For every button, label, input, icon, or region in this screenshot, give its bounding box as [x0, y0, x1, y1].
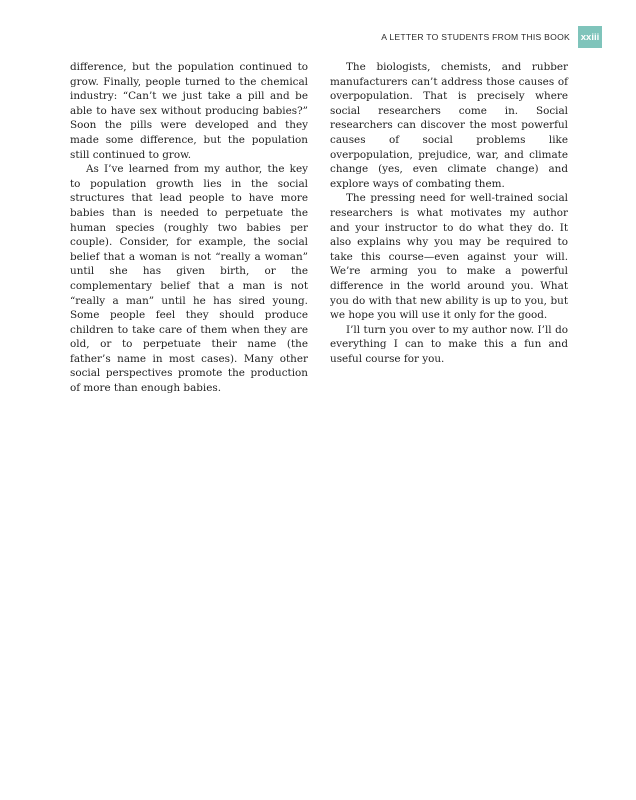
- running-header: [381, 26, 602, 48]
- paragraph: The pressing need for well-trained social researchers is what motivates my author and your instructor to do what they do. It also explains why you may be required to take this course—even against your will. We’re arming you to make a powerful difference in the world around you. What you do with that new ability is up to you, but we hope you will use it only for the good.: [330, 192, 568, 322]
- running-title: A LETTER TO STUDENTS FROM THIS BOOK: [381, 32, 570, 42]
- paragraph: I’ll turn you over to my author now. I’ll do everything I can to make this a fun and useful course for you.: [330, 323, 568, 365]
- paragraph: As I’ve learned from my author, the key to population growth lies in the social structures that lead people to have more babies than is needed to perpetuate the human species (roughly two babies per couple). Consider, for example, the social belief that a woman is not “really a woman” until she has given birth, or the complementary belief that a man is not “really a man” until he has sired young. Some people feel they should produce children to take care of them when they are old, or to perpetuate their name (the father’s name in most cases). Many other social perspectives promote the production of more than enough babies.: [70, 163, 308, 395]
- right-column: [330, 60, 568, 366]
- page-number-badge: xxiii: [578, 26, 602, 48]
- paragraph: The biologists, chemists, and rubber manufacturers can’t address those causes of overpopulation. That is precisely where social researchers come in. Social researchers can discover the most powerful causes of social problems like overpopulation, prejudice, war, and climate change (yes, even climate change) and explore ways of combating them.: [330, 61, 568, 190]
- left-column: [70, 60, 308, 396]
- paragraph: difference, but the population continued to grow. Finally, people turned to the chemical industry: “Can’t we just take a pill and be able to have sex without producing babies?” Soon the pills were developed and they made some difference, but the population still continued to grow.: [70, 61, 308, 161]
